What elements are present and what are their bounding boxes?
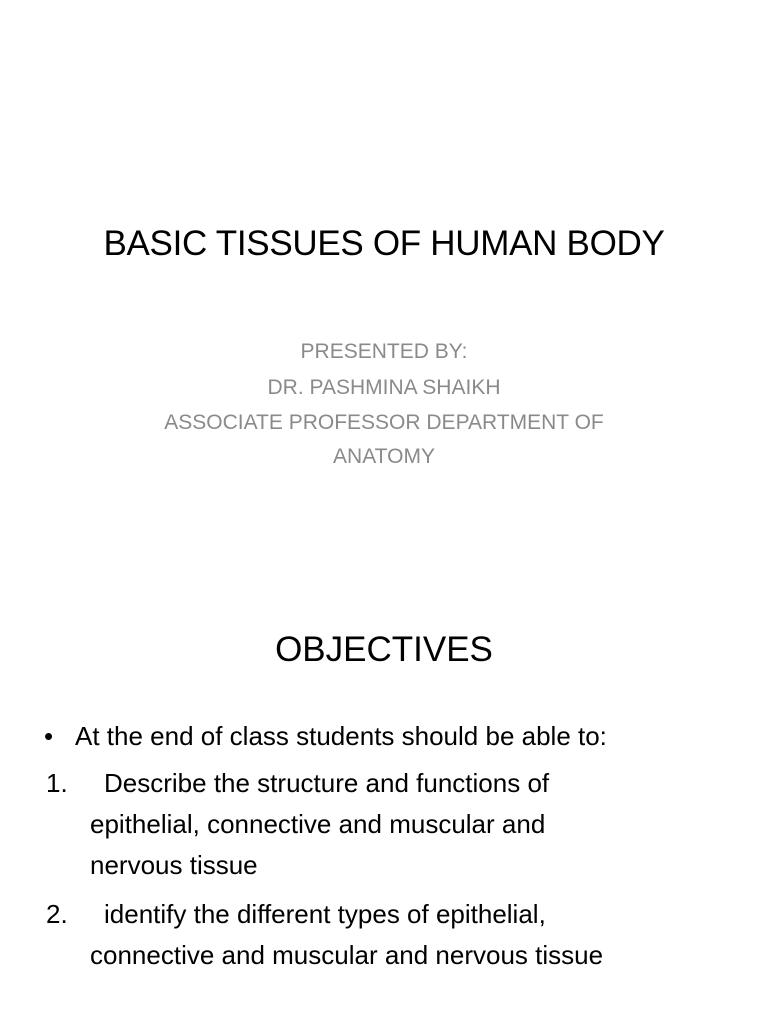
slide-title: BASIC TISSUES OF HUMAN BODY [103,224,665,263]
item-text-line: nervous tissue [90,850,258,880]
bullet-icon: • [44,721,54,751]
presented-by-label: PRESENTED BY: [300,340,468,363]
bullet-text: At the end of class students should be able to: [75,721,607,751]
item-text-line: connective and muscular and nervous tissue [90,940,604,970]
item-number: 1. [46,768,68,798]
list-item [0,894,748,976]
presenter-role-line2: ANATOMY [333,445,435,468]
list-item [0,763,748,886]
item-number: 2. [46,899,68,929]
item-text-line: Describe the structure and functions of [104,768,550,798]
presenter-role-line1: ASSOCIATE PROFESSOR DEPARTMENT OF [164,411,604,434]
item-text-line: epithelial, connective and muscular and [90,809,546,839]
presenter-name: DR. PASHMINA SHAIKH [267,376,501,399]
objectives-heading: OBJECTIVES [275,630,493,669]
presenter-block [120,334,648,474]
list-item [0,716,748,757]
objectives-slide [0,576,768,1024]
item-text-line: identify the different types of epithelial, [104,899,546,929]
objectives-list [0,716,748,984]
